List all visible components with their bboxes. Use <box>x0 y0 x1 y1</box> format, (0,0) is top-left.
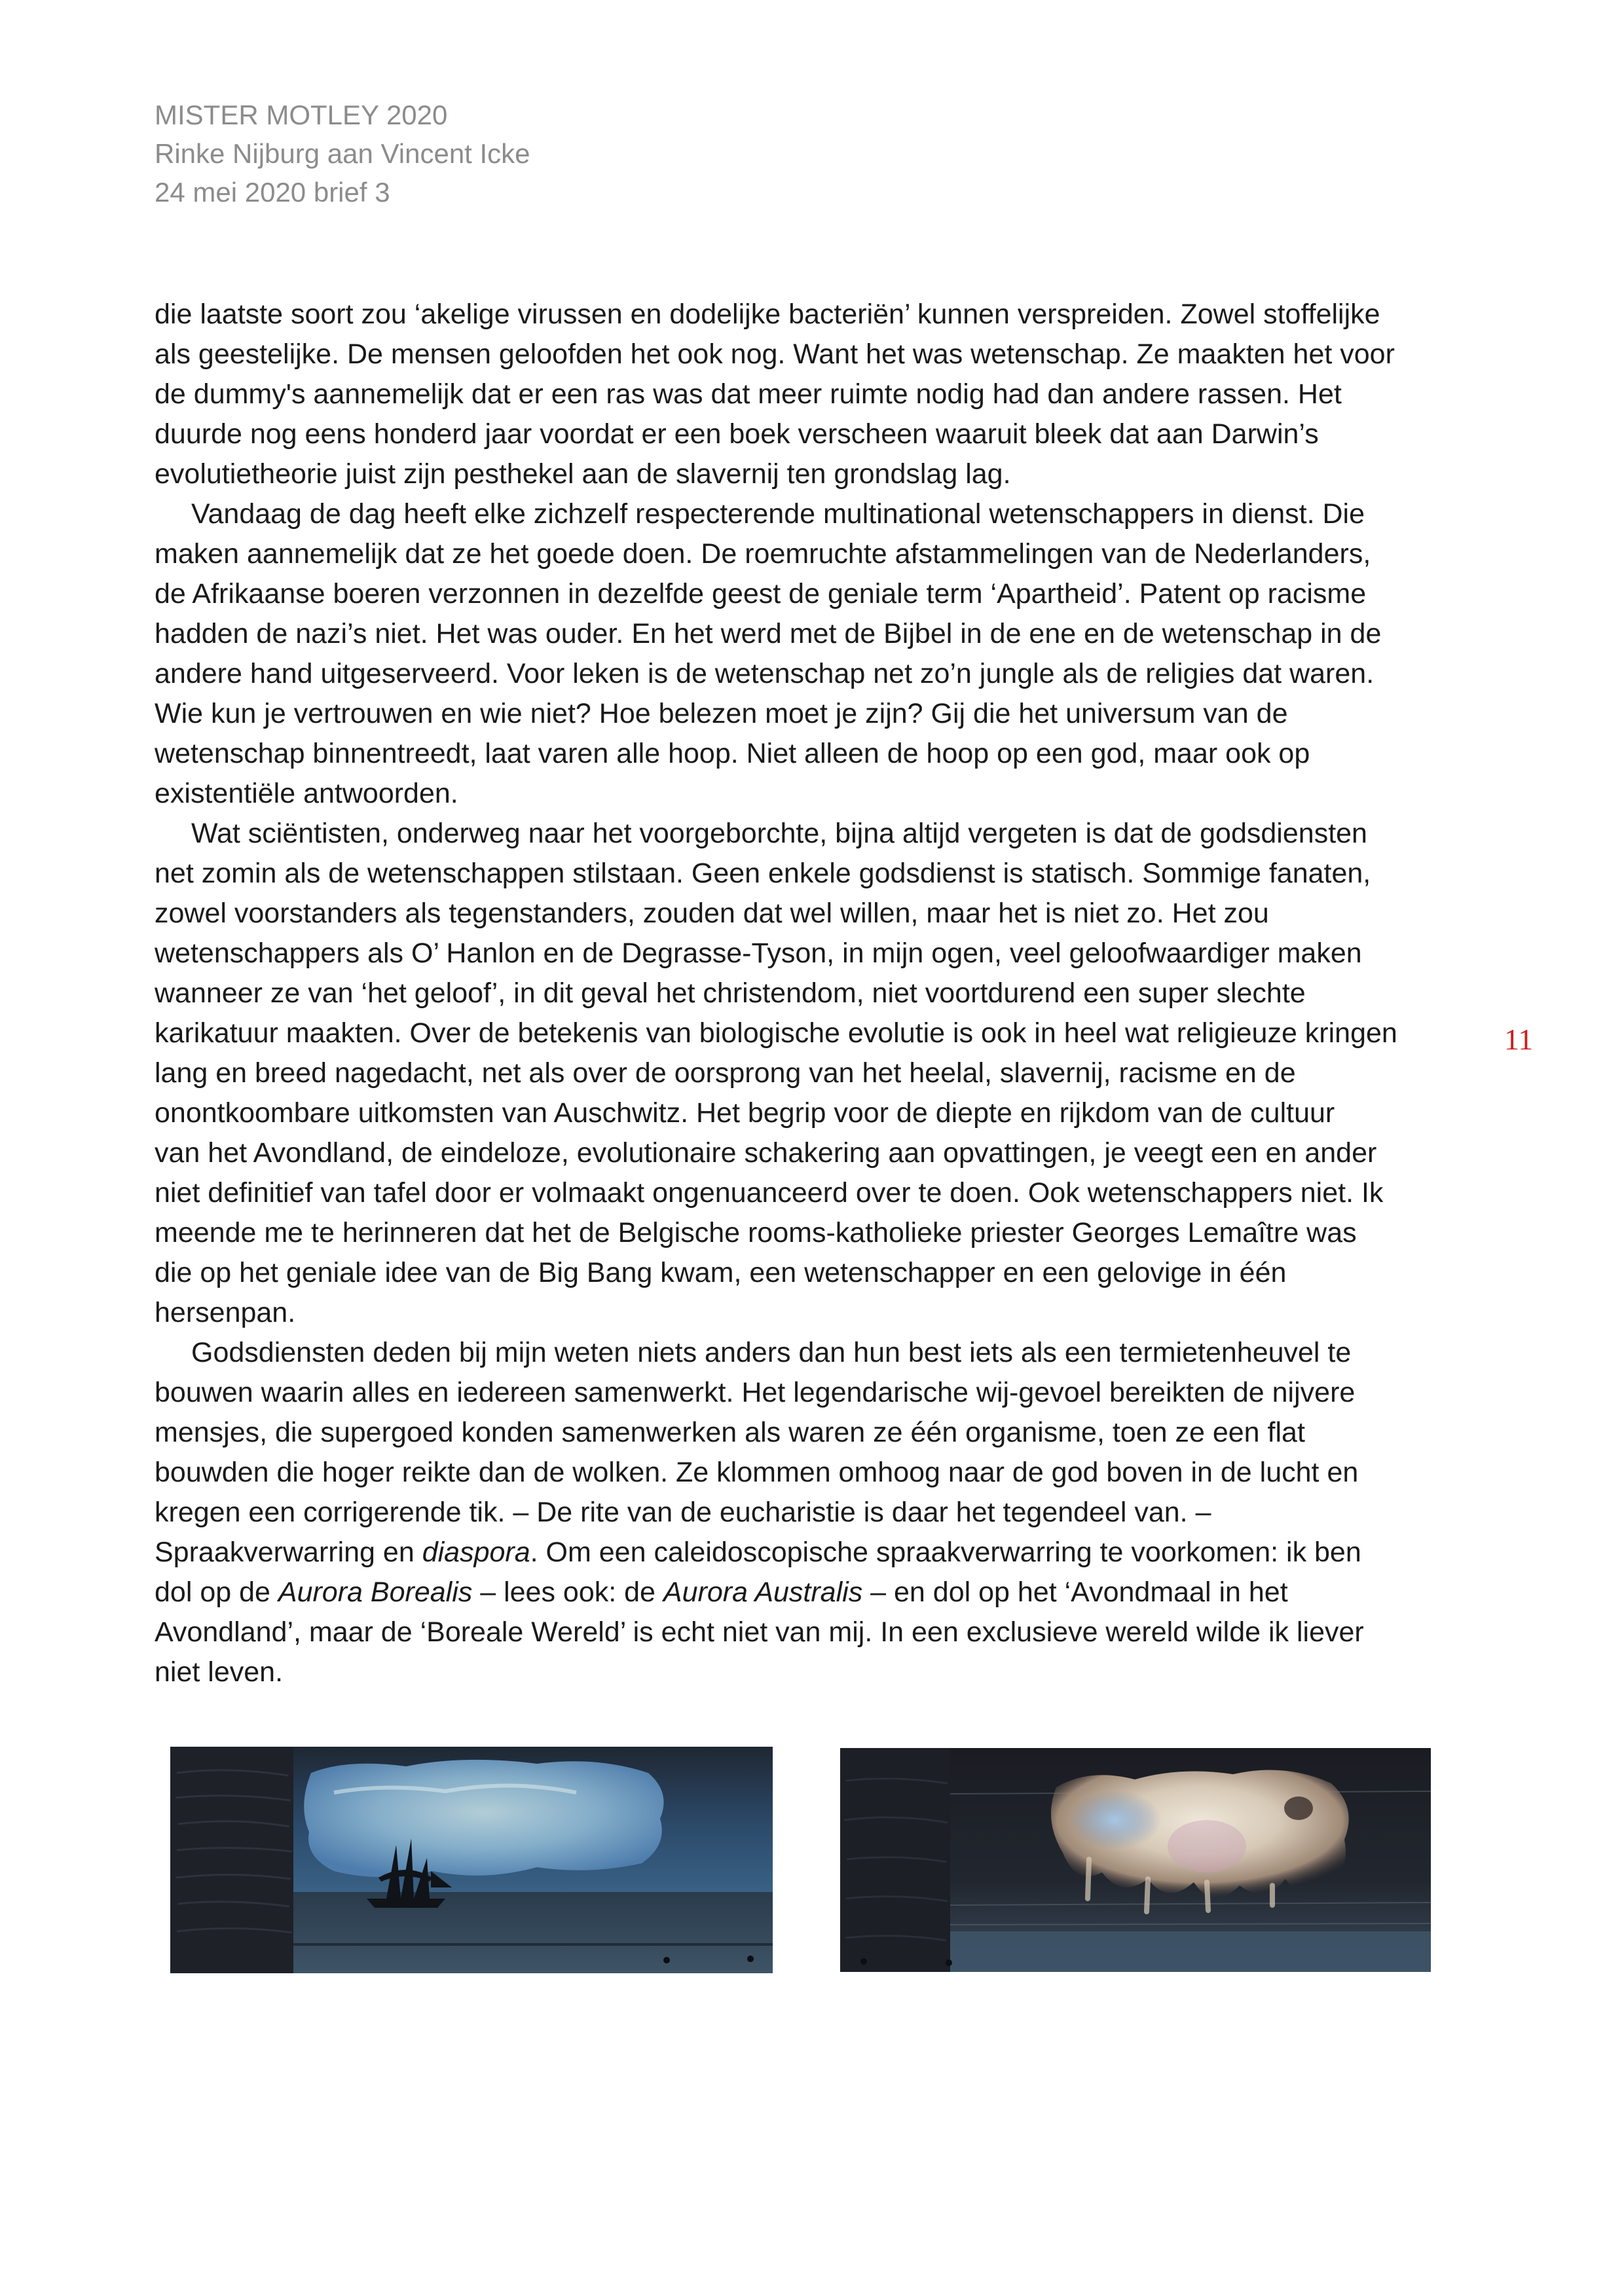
series-title: MISTER MOTLEY 2020 <box>155 100 448 130</box>
italic-text: Aurora Australis <box>663 1576 863 1608</box>
text-line <box>155 1293 1497 1333</box>
text-line <box>155 534 1497 574</box>
paragraph <box>155 1333 1497 1692</box>
text-line <box>155 1053 1497 1093</box>
text-line <box>155 454 1497 494</box>
text-run: zowel voorstanders als tegenstanders, zouden dat wel willen, maar het is niet zo. Het zou <box>155 898 1269 929</box>
italic-text: diaspora <box>422 1537 530 1568</box>
letter-header <box>155 96 530 211</box>
paragraph <box>155 295 1497 494</box>
text-line <box>155 1213 1497 1253</box>
text-line <box>155 494 1497 534</box>
text-run: hadden de nazi’s niet. Het was ouder. En het werd met de Bijbel in de ene en de wetenschap in de <box>155 618 1382 649</box>
text-line <box>155 894 1497 934</box>
text-line <box>155 1613 1497 1652</box>
text-line <box>155 934 1497 974</box>
text-run: net zomin als de wetenschappen stilstaan. Geen enkele godsdienst is statisch. Sommige fanaten, <box>155 858 1371 889</box>
text-run: bouwden die hoger reikte dan de wolken. Ze klommen omhoog naar de god boven in de lucht en <box>155 1457 1359 1488</box>
text-line <box>155 1573 1497 1613</box>
text-run: evolutietheorie juist zijn pesthekel aan de slavernij ten grondslag lag. <box>155 458 1011 490</box>
text-run: mensjes, die supergoed konden samenwerken als waren ze één organisme, toen ze een flat <box>155 1417 1305 1448</box>
text-run: . Om een caleidoscopische spraakverwarring te voorkomen: ik ben <box>530 1537 1361 1568</box>
text-line <box>155 774 1497 814</box>
painting-stormy-sky-ship <box>170 1747 773 1973</box>
text-run: Vandaag de dag heeft elke zichzelf respecterende multinational wetenschappers in dienst. Die <box>191 498 1365 530</box>
text-run: kregen een corrigerende tik. – De rite van de eucharistie is daar het tegendeel van. – <box>155 1497 1211 1528</box>
text-line <box>155 854 1497 894</box>
text-run: wetenschap binnentreedt, laat varen alle hoop. Niet alleen de hoop op een god, maar ook op <box>155 738 1310 769</box>
text-line <box>155 1333 1497 1373</box>
text-run: als geestelijke. De mensen geloofden het ook nog. Want het was wetenschap. Ze maakten het voor <box>155 338 1395 370</box>
text-run: Spraakverwarring en <box>155 1537 422 1568</box>
text-line <box>155 1173 1497 1213</box>
text-run: andere hand uitgeserveerd. Voor leken is de wetenschap net zo’n jungle als de religies dat waren. <box>155 658 1375 689</box>
text-run: dol op de <box>155 1576 278 1608</box>
paragraph <box>155 814 1497 1333</box>
text-line <box>155 1493 1497 1533</box>
italic-text: Aurora Borealis <box>278 1576 473 1608</box>
letter-date: 24 mei 2020 brief 3 <box>155 177 390 208</box>
text-run: onontkoombare uitkomsten van Auschwitz. Het begrip voor de diepte en rijkdom van de cultuur <box>155 1097 1335 1129</box>
text-line <box>155 1533 1497 1573</box>
text-line <box>155 1133 1497 1173</box>
letter-body <box>155 295 1497 1692</box>
text-line <box>155 1373 1497 1413</box>
text-line <box>155 1652 1497 1692</box>
page-number: 11 <box>1504 1023 1534 1056</box>
text-line <box>155 654 1497 694</box>
text-line <box>155 1093 1497 1133</box>
text-run: duurde nog eens honderd jaar voordat er een boek verscheen waaruit bleek dat aan Darwin’s <box>155 418 1319 450</box>
text-run: Godsdiensten deden bij mijn weten niets anders dan hun best iets als een termietenheuvel te <box>191 1337 1352 1368</box>
text-run: – lees ook: de <box>472 1576 663 1608</box>
text-run: bouwen waarin alles en iedereen samenwerkt. Het legendarische wij-gevoel bereikten de nijvere <box>155 1377 1356 1408</box>
text-line <box>155 1253 1497 1293</box>
text-line <box>155 1013 1497 1053</box>
text-run: existentiële antwoorden. <box>155 778 458 809</box>
text-line <box>155 414 1497 454</box>
text-line <box>155 335 1497 374</box>
text-line <box>155 734 1497 774</box>
text-run: niet leven. <box>155 1656 284 1688</box>
text-run: hersenpan. <box>155 1297 296 1328</box>
text-run: – en dol op het ‘Avondmaal in het <box>862 1576 1288 1608</box>
paragraph <box>155 494 1497 814</box>
text-line <box>155 694 1497 734</box>
text-line <box>155 374 1497 414</box>
text-line <box>155 614 1497 654</box>
letter-sender-recipient: Rinke Nijburg aan Vincent Icke <box>155 138 530 169</box>
text-run: de dummy's aannemelijk dat er een ras was dat meer ruimte nodig had dan andere rassen. Het <box>155 378 1342 410</box>
text-run: die laatste soort zou ‘akelige virussen en dodelijke bacteriën’ kunnen verspreiden. Zowel stoffelijke <box>155 299 1380 330</box>
text-run: maken aannemelijk dat ze het goede doen. De roemruchte afstammelingen van de Nederlanders, <box>155 538 1371 570</box>
text-run: Avondland’, maar de ‘Boreale Wereld’ is echt niet van mij. In een exclusieve wereld wilde ik liever <box>155 1616 1364 1648</box>
text-line <box>155 974 1497 1013</box>
text-run: de Afrikaanse boeren verzonnen in dezelfde geest de geniale term ‘Apartheid’. Patent op racisme <box>155 578 1367 610</box>
text-line <box>155 1413 1497 1453</box>
text-run: karikatuur maakten. Over de betekenis van biologische evolutie is ook in heel wat religieuze kringen <box>155 1017 1397 1049</box>
text-line <box>155 574 1497 614</box>
text-run: niet definitief van tafel door er volmaakt ongenuanceerd over te doen. Ook wetenschappers niet. Ik <box>155 1177 1384 1209</box>
text-run: die op het geniale idee van de Big Bang kwam, een wetenschapper en een gelovige in één <box>155 1257 1287 1288</box>
text-run: Wat sciëntisten, onderweg naar het voorgeborchte, bijna altijd vergeten is dat de godsdiensten <box>191 818 1367 849</box>
text-run: van het Avondland, de eindeloze, evolutionaire schakering aan opvattingen, je veegt een en ander <box>155 1137 1377 1169</box>
painting-aurora-borealis <box>840 1748 1431 1972</box>
text-line <box>155 295 1497 335</box>
text-run: Wie kun je vertrouwen en wie niet? Hoe belezen moet je zijn? Gij die het universum van de <box>155 698 1288 729</box>
text-line <box>155 814 1497 854</box>
text-run: meende me te herinneren dat het de Belgische rooms-katholieke priester Georges Lemaître was <box>155 1217 1357 1248</box>
text-run: lang en breed nagedacht, net als over de oorsprong van het heelal, slavernij, racisme en de <box>155 1057 1296 1089</box>
text-run: wanneer ze van ‘het geloof’, in dit geval het christendom, niet voortdurend een super slechte <box>155 977 1306 1009</box>
text-line <box>155 1453 1497 1493</box>
text-run: wetenschappers als O’ Hanlon en de Degrasse-Tyson, in mijn ogen, veel geloofwaardiger maken <box>155 938 1362 969</box>
